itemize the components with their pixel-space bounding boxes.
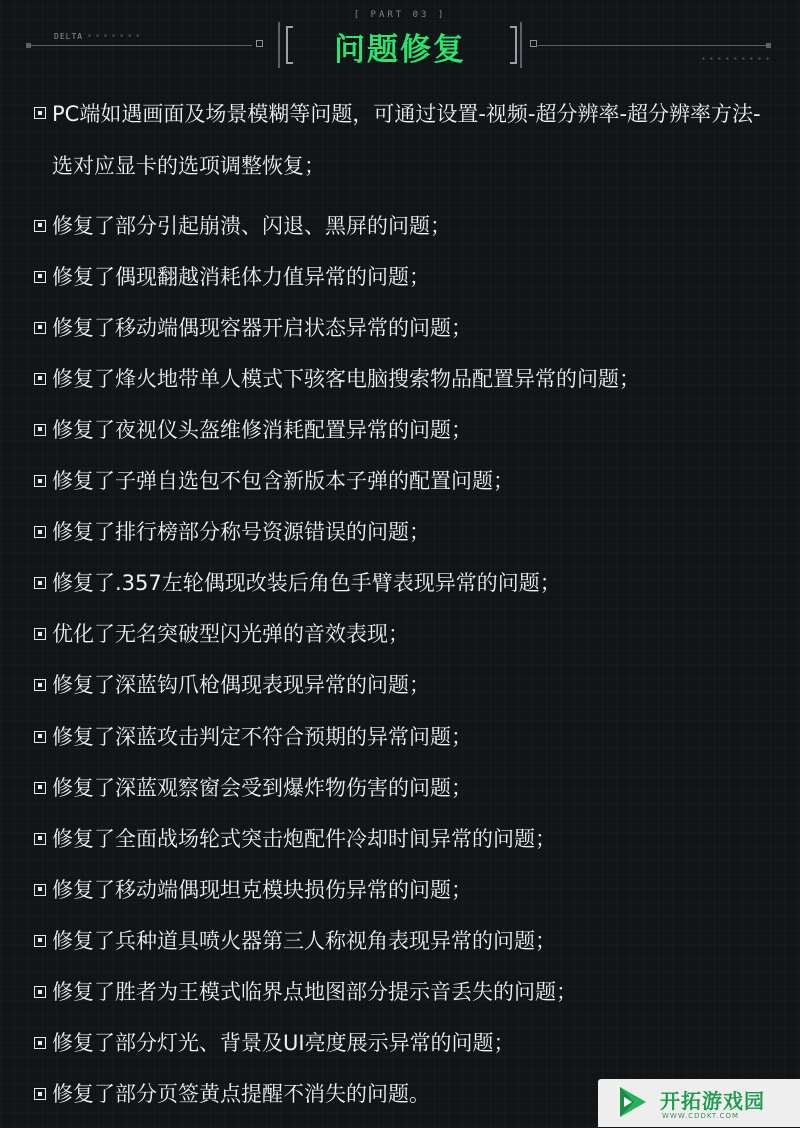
- part-label: [ PART 03 ]: [353, 10, 447, 20]
- square-bullet-icon: [34, 1037, 46, 1049]
- list-item-text: 修复了深蓝攻击判定不符合预期的异常问题；: [52, 724, 472, 749]
- list-item: [34, 975, 774, 1010]
- watermark-name: 开拓游戏园: [660, 1089, 765, 1113]
- brand-label: DELTA: [54, 32, 84, 41]
- square-bullet-icon: [34, 220, 46, 232]
- square-bullet-icon: [34, 986, 46, 998]
- list-item-text: 优化了无名突破型闪光弹的音效表现；: [52, 622, 409, 647]
- square-bullet-icon: [34, 107, 46, 119]
- square-bullet-icon: [34, 628, 46, 640]
- square-bullet-icon: [34, 322, 46, 334]
- list-item: [34, 566, 774, 601]
- page-title: 问题修复: [334, 32, 466, 68]
- list-item-text: 修复了部分引起崩溃、闪退、黑屏的问题；: [52, 213, 451, 238]
- brand-subtext-decoration: ▪ ▪ ▪ ▪ ▪ ▪ ▪: [88, 33, 141, 39]
- list-item: [34, 413, 774, 448]
- list-item: [34, 771, 774, 806]
- list-item-text: 修复了移动端偶现坦克模块损伤异常的问题；: [52, 877, 472, 902]
- list-item: [34, 209, 774, 244]
- list-item-text: 修复了部分页签黄点提醒不消失的问题。: [52, 1082, 430, 1107]
- page-header: [0, 0, 800, 86]
- list-item: [34, 720, 774, 755]
- list-item: [34, 1026, 774, 1061]
- list-item-text: 修复了部分灯光、背景及UI亮度展示异常的问题；: [52, 1031, 515, 1056]
- square-marker-right-icon: [530, 40, 537, 47]
- list-item-text: 修复了深蓝钩爪枪偶现表现异常的问题；: [52, 673, 430, 698]
- play-triangle-logo-icon: [618, 1085, 648, 1119]
- list-item: [34, 96, 774, 192]
- list-item: [34, 873, 774, 908]
- list-item-text: 修复了.357左轮偶现改装后角色手臂表现异常的问题；: [52, 571, 561, 596]
- square-bullet-icon: [34, 577, 46, 589]
- square-bullet-icon: [34, 475, 46, 487]
- list-item: [34, 311, 774, 346]
- header-line-right: [538, 45, 770, 46]
- list-item: [34, 617, 774, 652]
- list-item: [34, 515, 774, 550]
- bracket-right-icon: [510, 26, 517, 64]
- list-item-text: 修复了胜者为王模式临界点地图部分提示音丢失的问题；: [52, 980, 577, 1004]
- list-item-text: PC端如遇画面及场景模糊等问题，可通过设置-视频-超分辨率-超分辨率方法-选对应显卡的选项调整恢复；: [52, 102, 761, 178]
- square-bullet-icon: [34, 526, 46, 538]
- square-bullet-icon: [34, 782, 46, 794]
- square-bullet-icon: [34, 679, 46, 691]
- fix-list: [34, 96, 774, 1128]
- square-bullet-icon: [34, 271, 46, 283]
- list-item: [34, 668, 774, 703]
- square-bullet-icon: [34, 373, 46, 385]
- list-item: [34, 260, 774, 295]
- square-bullet-icon: [34, 1088, 46, 1100]
- list-item-text: 修复了兵种道具喷火器第三人称视角表现异常的问题；: [52, 928, 556, 953]
- list-item-text: 修复了全面战场轮式突击炮配件冷却时间异常的问题；: [52, 826, 556, 851]
- list-item-text: 修复了子弹自选包不包含新版本子弹的配置问题；: [52, 469, 514, 494]
- list-item-text: 修复了夜视仪头盔维修消耗配置异常的问题；: [52, 417, 472, 442]
- list-item-text: 修复了排行榜部分称号资源错误的问题；: [52, 520, 430, 545]
- line-end-dot-right: [766, 43, 771, 48]
- square-bullet-icon: [34, 884, 46, 896]
- list-item: [34, 822, 774, 857]
- watermark-url: WWW.CDDKT.COM: [662, 1112, 740, 1120]
- square-bullet-icon: [34, 833, 46, 845]
- list-item: [34, 362, 774, 397]
- list-item: [34, 924, 774, 959]
- square-bullet-icon: [34, 935, 46, 947]
- list-item-text: 修复了烽火地带单人模式下骇客电脑搜索物品配置异常的问题；: [52, 366, 640, 391]
- watermark: [598, 1079, 800, 1127]
- square-bullet-icon: [34, 731, 46, 743]
- header-tiny-decoration: ▪ ▪ ▪ ▪ ▪ ▪ ▪ ▪ ▪: [701, 56, 770, 62]
- list-item: [34, 464, 774, 499]
- list-item-text: 修复了偶现翻越消耗体力值异常的问题；: [52, 264, 430, 289]
- square-bullet-icon: [34, 424, 46, 436]
- list-item-text: 修复了移动端偶现容器开启状态异常的问题；: [52, 315, 472, 340]
- list-item-text: 修复了深蓝观察窗会受到爆炸物伤害的问题；: [52, 775, 472, 800]
- bracket-tick-right: [520, 22, 522, 68]
